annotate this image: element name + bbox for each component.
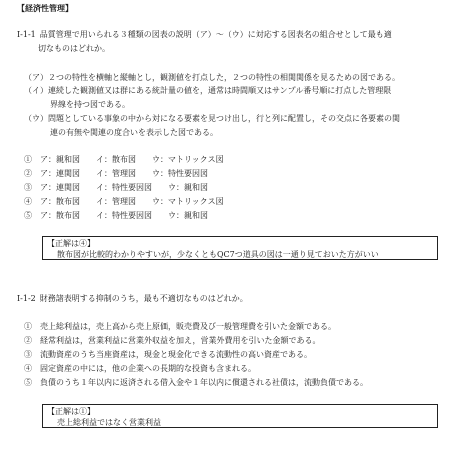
question-2-option-1: ① 売上総利益は，売上高から売上原価，販売費及び一般管理費を引いた金額である。 bbox=[24, 322, 336, 331]
question-1-option-3: ③ ア：連関図 イ：特性要因図 ウ：親和図 bbox=[24, 183, 208, 192]
question-1-text-line2: 切なものはどれか。 bbox=[38, 44, 110, 53]
question-2-answer-label: 【正解は①】 bbox=[47, 407, 95, 416]
question-1-text-line1: 品質管理で用いられる３種類の図表の説明（ア）～（ウ）に対応する図表名の組合せとして最も適 bbox=[39, 30, 392, 39]
question-2-option-3: ③ 流動資産のうち当座資産は，現金と現金化できる流動性の高い資産である。 bbox=[24, 350, 312, 359]
question-2-option-2: ② 経常利益は，営業利益に営業外収益を加え，営業外費用を引いた金額である。 bbox=[24, 336, 321, 345]
question-2-option-4: ④ 固定資産の中には，他の企業への長期的な投資も含まれる。 bbox=[24, 364, 256, 373]
section-title: 【経済性管理】 bbox=[17, 3, 73, 13]
question-1-answer-label: 【正解は④】 bbox=[47, 239, 95, 248]
description-u-line1: （ウ）問題としている事象の中から対になる要素を見つけ出し，行と列に配置し，その交点に各要素の関 bbox=[24, 114, 400, 123]
question-1-option-2: ② ア：連関図 イ：管理図 ウ：特性要因図 bbox=[24, 169, 208, 178]
question-1-option-1: ① ア：親和図 イ：散布図 ウ：マトリックス図 bbox=[24, 155, 224, 164]
question-2-answer-explanation: 売上総利益ではなく営業利益 bbox=[57, 418, 161, 427]
description-a: （ア）２つの特性を横軸と縦軸とし，観測値を打点した，２つの特性の相関関係を見るための図である。 bbox=[24, 73, 400, 82]
question-2-option-5: ⑤ 負債のうち１年以内に返済される借入金や１年以内に償還される社債は，流動負債である。 bbox=[24, 378, 368, 387]
description-u-line2: 連の有無や関連の度合いを表示した図である。 bbox=[50, 128, 218, 137]
question-1-option-5: ⑤ ア：散布図 イ：特性要因図 ウ：親和図 bbox=[24, 211, 208, 220]
question-2-number: I-1-2 bbox=[17, 294, 36, 303]
question-2-answer-box bbox=[42, 404, 438, 428]
question-1-answer-explanation: 散布図が比較的わかりやすいが，少なくともQC7つ道具の図は一通り見ておいた方がいい bbox=[57, 250, 379, 259]
question-2-text-line1: 財務諸表明する抑制のうち，最も不適切なものはどれか。 bbox=[39, 294, 248, 303]
question-1-answer-box bbox=[42, 236, 438, 260]
question-1-heading bbox=[17, 30, 392, 40]
description-i-line1: （イ）連続した観測値又は群にある統計量の値を，通常は時間順又はサンプル番号順に打点した管理限 bbox=[24, 86, 392, 95]
question-1-option-4: ④ ア：散布図 イ：管理図 ウ：マトリックス図 bbox=[24, 197, 224, 206]
question-1-number: I-1-1 bbox=[17, 30, 36, 39]
question-2-heading bbox=[17, 294, 248, 304]
description-i-line2: 界線を持つ図である。 bbox=[50, 100, 130, 109]
